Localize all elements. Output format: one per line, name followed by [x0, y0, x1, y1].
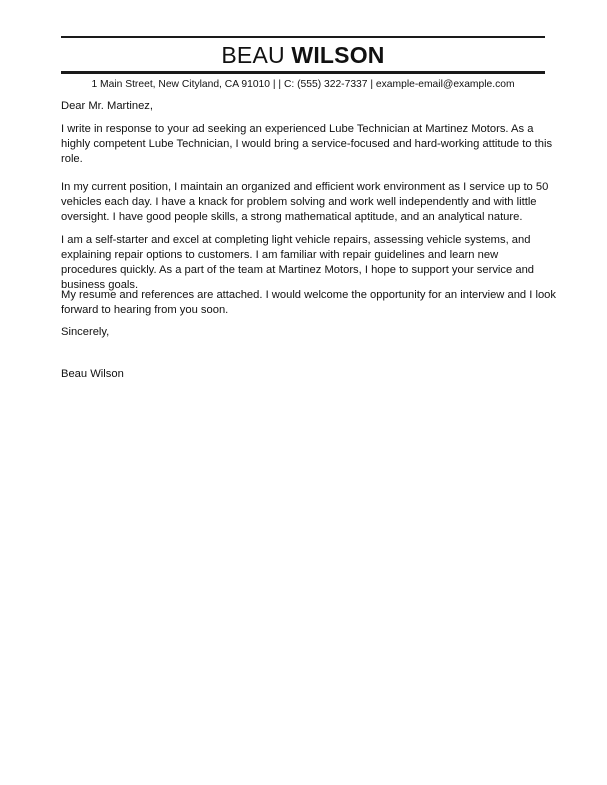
salutation: Dear Mr. Martinez, [61, 100, 154, 112]
first-name: BEAU [221, 42, 285, 68]
paragraph-intro: I write in response to your ad seeking an experienced Lube Technician at Martinez Motors. As a highly competent Lube Technician, I would bring a service-focused and hard-working attitude to this role. [61, 123, 553, 165]
paragraph-experience: In my current position, I maintain an organized and efficient work environment as I service up to 50 vehicles each day. I have a knack for problem solving and work well independently and with little oversight. I have good people skills, a strong mathematical aptitude, and an analytical nature. [61, 181, 549, 223]
header-bottom-rule [61, 71, 545, 74]
applicant-name [61, 40, 545, 70]
header-top-rule [61, 36, 545, 38]
paragraph-closing: My resume and references are attached. I would welcome the opportunity for an interview and I look forward to hearing from you soon. [61, 289, 556, 316]
last-name: WILSON [291, 42, 385, 68]
signature: Beau Wilson [61, 368, 124, 380]
contact-info: 1 Main Street, New Cityland, CA 91010 | | C: (555) 322-7337 | example-email@example.com [91, 79, 515, 90]
closing: Sincerely, [61, 326, 110, 338]
paragraph-skills: I am a self-starter and excel at completing light vehicle repairs, assessing vehicle systems, and explaining repair options to customers. I am familiar with repair guidelines and learn new procedures quickly. As a part of the team at Martinez Motors, I hope to support your service and business goals. [61, 234, 535, 291]
